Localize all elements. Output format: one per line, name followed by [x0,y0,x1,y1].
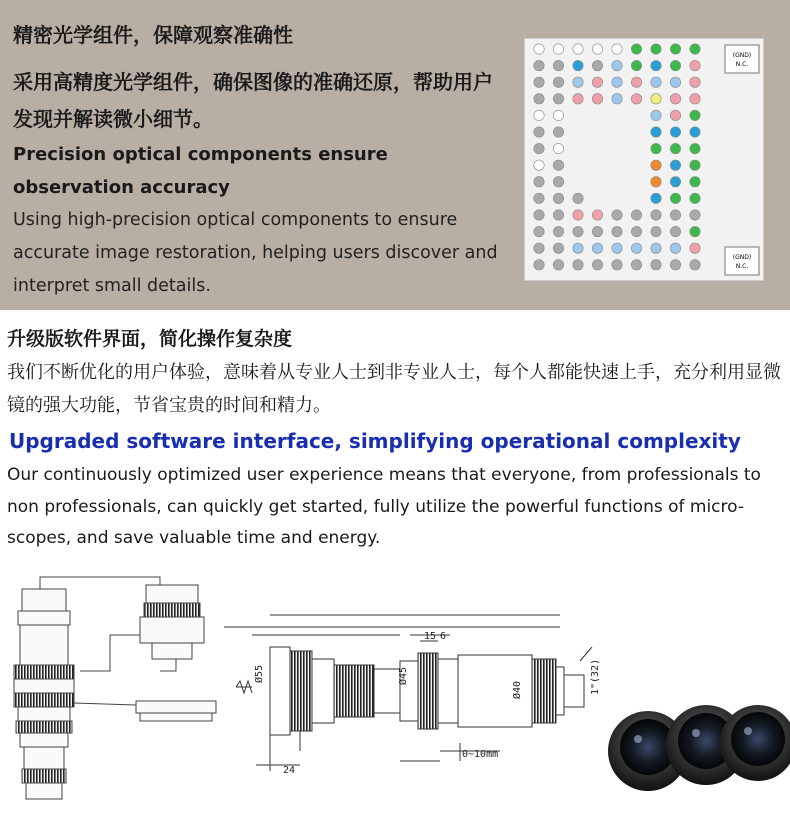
cn-optics-body: 采用高精度光学组件，确保图像的准确还原，帮助用户发现并解读微小细节。 [13,70,493,131]
sensor-pin [690,160,700,170]
sensor-pin [690,77,700,87]
sensor-pin [534,243,544,253]
sensor-pin [553,210,563,220]
sensor-pin [534,177,544,187]
sensor-pin [670,160,680,170]
sensor-pin [553,77,563,87]
sensor-pin [553,44,563,54]
sensor-pin [612,260,622,270]
sensor-pin [690,44,700,54]
sensor-pin [631,260,641,270]
sensor-pin [651,193,661,203]
en-optics-title: Precision optical components ensure observation accuracy [13,144,388,198]
dim-d45: Ø45 [398,666,409,685]
assembly-schematic [14,577,216,799]
sensor-pin [631,210,641,220]
sensor-pin [573,243,583,253]
sensor-pin [651,243,661,253]
sensor-pin [651,160,661,170]
sensor-pin [553,110,563,120]
sensor-pin [670,226,680,236]
sensor-pin [534,160,544,170]
optics-text-block [13,18,503,303]
header-banner [0,0,790,310]
dim-24: 24 [283,765,296,776]
cn-optics-title: 精密光学组件，保障观察准确性 [13,23,293,47]
sensor-pin [573,77,583,87]
sensor-pin [670,60,680,70]
sensor-pin [670,243,680,253]
sensor-pin [631,94,641,104]
sensor-pin [573,94,583,104]
sensor-pin [534,226,544,236]
sensor-pin [651,143,661,153]
lens-profile [224,615,592,771]
dim-d40: Ø40 [512,680,523,699]
lens-technical-drawing [0,575,790,826]
sensor-pin [651,260,661,270]
sensor-pin [651,60,661,70]
dim-6: 6 [440,631,447,642]
sensor-pin [690,260,700,270]
sensor-pin [553,226,563,236]
en-optics-body: Using high-precision optical components to ensure accurate image restoration, helping users discover and interpret small details. [13,210,498,296]
sensor-pin [534,143,544,153]
sensor-pin [690,193,700,203]
sensor-pin [612,210,622,220]
sensor-pin [534,44,544,54]
lens-photo [608,693,790,826]
sensor-pin [592,210,602,220]
sensor-pin [553,160,563,170]
sensor-pin [612,77,622,87]
sensor-pin [534,127,544,137]
sensor-pin [612,243,622,253]
sensor-pin [690,127,700,137]
sensor-pin [690,177,700,187]
dim-15: 15 [424,631,437,642]
sensor-pin [553,94,563,104]
sensor-pin [670,143,680,153]
cn-software-title: 升级版软件界面，简化操作复杂度 [7,328,293,350]
sensor-pin [690,210,700,220]
sensor-pin [534,60,544,70]
sensor-pin [612,226,622,236]
sensor-pin [534,77,544,87]
sensor-pin [631,243,641,253]
sensor-pin [553,243,563,253]
sensor-pin [651,94,661,104]
sensor-pin [651,110,661,120]
sensor-pin [534,193,544,203]
gnd-nc-box [725,45,759,73]
cn-software-body: 我们不断优化的用户体验，意味着从专业人士到非专业人士，每个人都能快速上手，充分利用显微镜的强大功能，节省宝贵的时间和精力。 [7,362,781,416]
sensor-pin [592,77,602,87]
sensor-pin [690,60,700,70]
dim-stroke: 0~10mm [462,749,499,760]
sensor-pin [534,260,544,270]
sensor-pin [592,60,602,70]
sensor-pin [631,60,641,70]
nc-label: N.C. [735,263,749,270]
sensor-pin [553,60,563,70]
sensor-pin [553,177,563,187]
lens-drawing-svg [0,575,790,826]
sensor-pin-map [524,38,764,281]
sensor-pin [651,44,661,54]
dim-d55: Ø55 [254,664,265,683]
sensor-pin [651,127,661,137]
sensor-pin [553,260,563,270]
sensor-pin [573,193,583,203]
sensor-pin [573,210,583,220]
sensor-pin [534,210,544,220]
software-section [7,322,782,555]
sensor-pin [592,44,602,54]
sensor-pin [573,44,583,54]
sensor-pin [670,210,680,220]
sensor-pin [592,243,602,253]
sensor-pin [592,94,602,104]
sensor-pin [670,77,680,87]
sensor-pin [670,193,680,203]
sensor-pin [573,260,583,270]
sensor-pin [690,94,700,104]
sensor-pin [670,44,680,54]
sensor-pin [631,226,641,236]
gnd-label: (GND) [732,52,752,59]
sensor-pin [651,77,661,87]
sensor-pin [534,110,544,120]
nc-label: N.C. [735,61,749,68]
sensor-pin [670,127,680,137]
sensor-pin [670,260,680,270]
sensor-pin [651,226,661,236]
sensor-pin [592,260,602,270]
sensor-pin [651,210,661,220]
sensor-pin [612,94,622,104]
sensor-pin [670,177,680,187]
sensor-pin [690,143,700,153]
sensor-pin [631,44,641,54]
sensor-pin [631,77,641,87]
sensor-pin [592,226,602,236]
sensor-pin [690,243,700,253]
sensor-pin [573,60,583,70]
sensor-pin [670,110,680,120]
sensor-pin [534,94,544,104]
sensor-pin [670,94,680,104]
en-software-body: Our continuously optimized user experience means that everyone, from professionals to non professionals, can quickly get started, fully utilize the powerful functions of micro-scopes, and save valuable time and energy. [7,465,761,548]
sensor-pin [651,177,661,187]
sensor-pin [690,110,700,120]
sensor-pin [553,127,563,137]
sensor-pin [690,226,700,236]
sensor-pin [612,60,622,70]
sensor-pin [553,143,563,153]
dim-thread: 1"(32) [590,658,601,695]
sensor-pin [553,193,563,203]
gnd-label: (GND) [732,254,752,261]
pin-grid-graphic [525,39,763,280]
gnd-nc-box [725,247,759,275]
sensor-pin [612,44,622,54]
en-software-title: Upgraded software interface, simplifying operational complexity [9,429,741,453]
sensor-pin [573,226,583,236]
